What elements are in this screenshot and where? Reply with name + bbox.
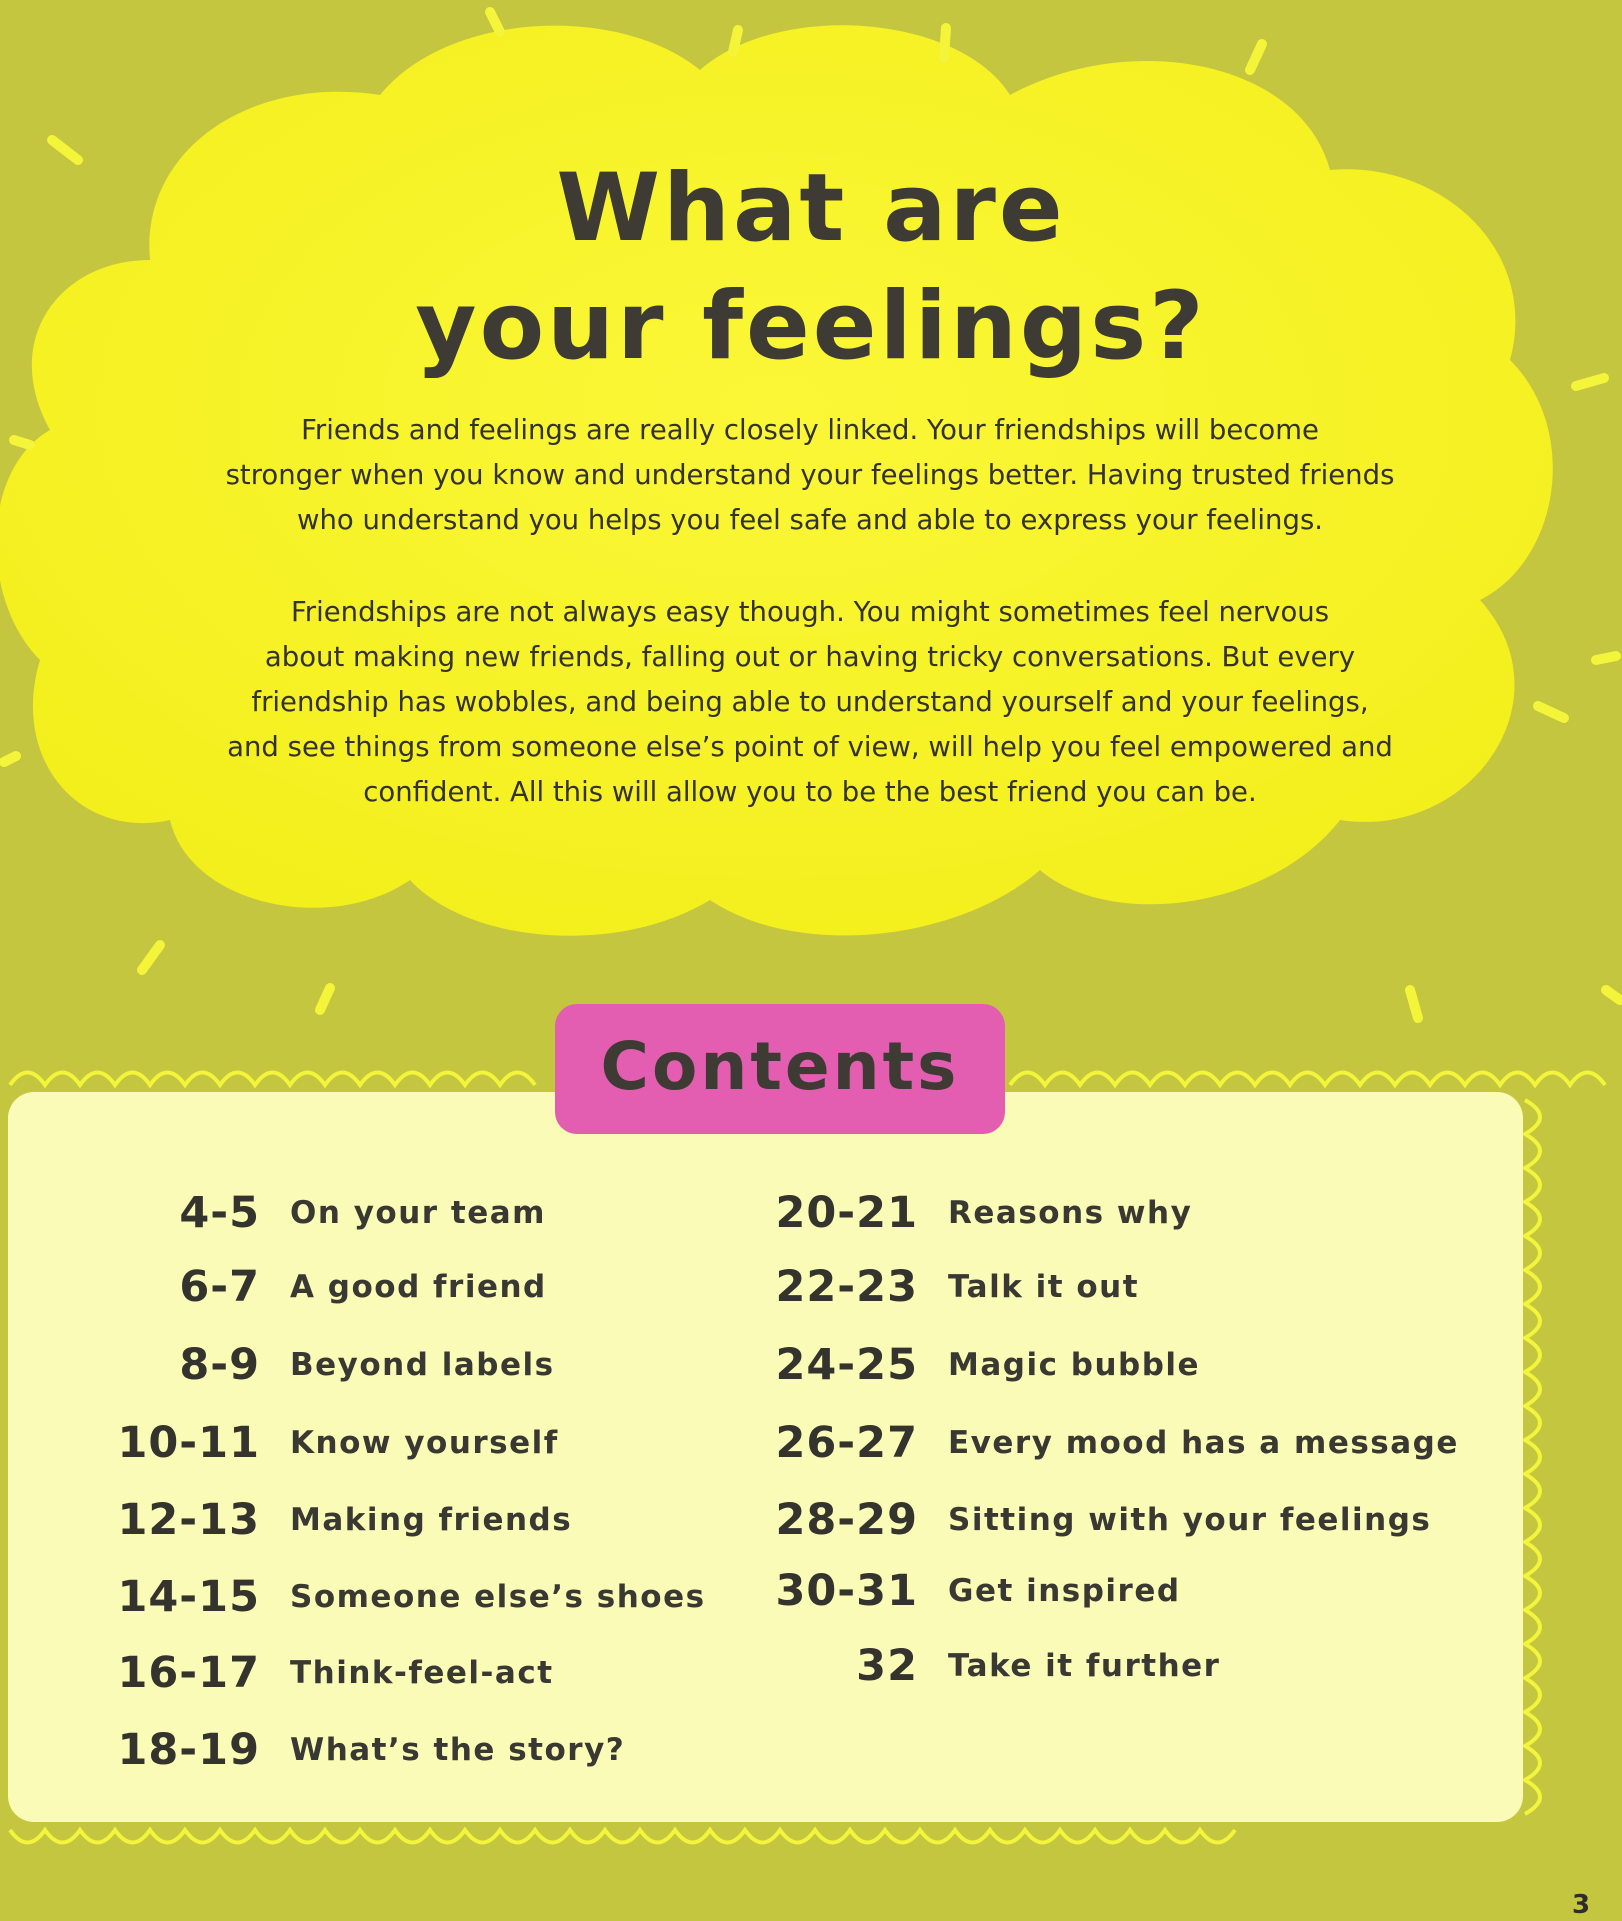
contents-entry (733, 1257, 1139, 1317)
entry-pages: 18-19 (117, 1725, 260, 1775)
title-line-2: your feelings? (415, 272, 1207, 381)
entry-label: A good friend (290, 1269, 547, 1305)
entry-pages: 30-31 (775, 1566, 918, 1616)
contents-entry (30, 1183, 546, 1243)
entry-pages: 16-17 (117, 1648, 260, 1698)
contents-entry (30, 1413, 559, 1473)
entry-label: Reasons why (948, 1195, 1193, 1231)
contents-entry (30, 1643, 554, 1703)
entry-pages: 12-13 (117, 1495, 260, 1545)
contents-entry (733, 1183, 1192, 1243)
entry-pages: 32 (856, 1641, 918, 1691)
intro-line: friendship has wobbles, and being able to understand yourself and your feelings, (251, 686, 1369, 718)
entry-pages: 26-27 (775, 1418, 918, 1468)
contents-entry (733, 1335, 1200, 1395)
contents-heading: Contents (600, 1027, 960, 1105)
entry-pages: 20-21 (775, 1188, 918, 1238)
page-title (311, 150, 1311, 386)
entry-pages: 8-9 (179, 1340, 260, 1390)
entry-label: Take it further (948, 1648, 1221, 1684)
intro-line: about making new friends, falling out or having tricky conversations. But every (264, 641, 1356, 673)
contents-entry (733, 1561, 1181, 1621)
contents-entry (733, 1413, 1459, 1473)
entry-pages: 10-11 (117, 1418, 260, 1468)
entry-label: Sitting with your feelings (948, 1502, 1432, 1538)
intro-line: confident. All this will allow you to be the best friend you can be. (363, 776, 1257, 808)
intro-paragraph-1 (160, 408, 1460, 543)
entry-label: On your team (290, 1195, 546, 1231)
intro-line: stronger when you know and understand your feelings better. Having trusted friends (225, 459, 1395, 491)
contents-entry (733, 1490, 1431, 1550)
entry-label: Think-feel-act (290, 1655, 554, 1691)
entry-label: Get inspired (948, 1573, 1181, 1609)
contents-entry (30, 1257, 547, 1317)
entry-label: Magic bubble (948, 1347, 1201, 1383)
intro-line: Friendships are not always easy though. You might sometimes feel nervous (290, 596, 1330, 628)
entry-label: Making friends (290, 1502, 573, 1538)
entry-pages: 22-23 (775, 1262, 918, 1312)
intro-line: who understand you helps you feel safe and able to express your feelings. (296, 504, 1324, 536)
entry-pages: 6-7 (179, 1262, 260, 1312)
page-number: 3 (1572, 1890, 1591, 1920)
entry-label: Know yourself (290, 1425, 559, 1461)
entry-pages: 14-15 (117, 1572, 260, 1622)
entry-label: Beyond labels (290, 1347, 555, 1383)
contents-heading-tab (555, 1004, 1005, 1134)
entry-pages: 24-25 (775, 1340, 918, 1390)
contents-entry (733, 1636, 1220, 1696)
contents-entry (30, 1490, 572, 1550)
title-line-1: What are (556, 154, 1066, 263)
intro-line: Friends and feelings are really closely linked. Your friendships will become (301, 414, 1319, 446)
entry-label: Talk it out (948, 1269, 1140, 1305)
contents-entry (30, 1567, 706, 1627)
intro-line: and see things from someone else’s point of view, will help you feel empowered and (227, 731, 1393, 763)
contents-entry (30, 1720, 625, 1780)
entry-label: Someone else’s shoes (290, 1579, 706, 1615)
entry-pages: 28-29 (775, 1495, 918, 1545)
intro-paragraph-2 (160, 590, 1460, 815)
entry-label: What’s the story? (290, 1732, 626, 1768)
contents-entry (30, 1335, 555, 1395)
entry-label: Every mood has a message (948, 1425, 1459, 1461)
entry-pages: 4-5 (179, 1188, 260, 1238)
